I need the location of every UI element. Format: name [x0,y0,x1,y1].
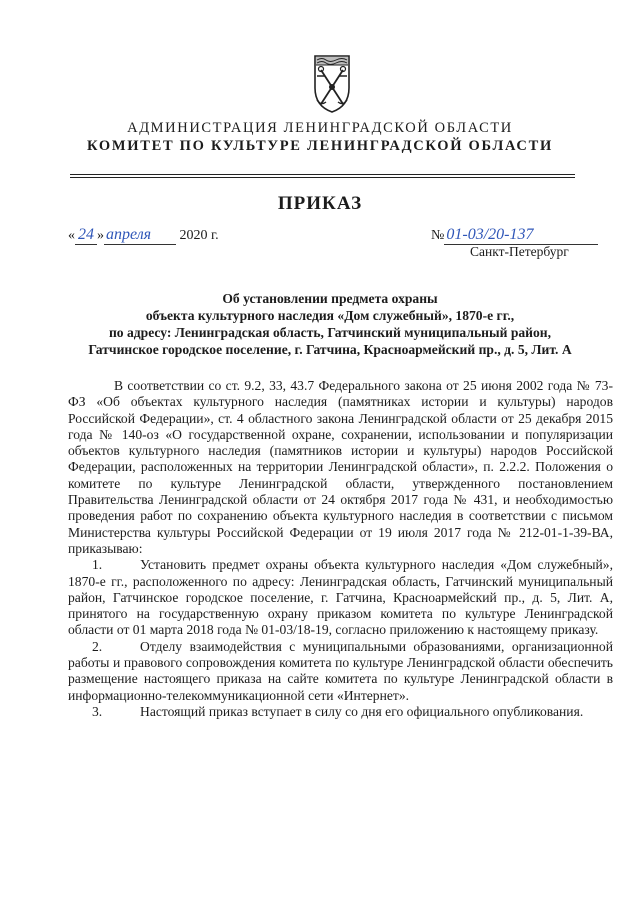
number-prefix: № [431,228,445,243]
date-year: 2020 г. [176,228,219,243]
subject-line: по адресу: Ленинградская область, Гатчинский муниципальный район, [108,325,552,340]
organization-name: АДМИНИСТРАЦИЯ ЛЕНИНГРАДСКОЙ ОБЛАСТИ [127,120,513,136]
committee-name: КОМИТЕТ ПО КУЛЬТУРЕ ЛЕНИНГРАДСКОЙ ОБЛАСТИ [87,138,553,154]
number-handwritten: 01-03/20-137 [444,226,598,245]
order-item [68,557,613,638]
subject-line: Об установлении предмета охраны [222,291,438,306]
item-number: 3. [92,703,103,719]
document-date [68,226,219,245]
date-quote-open: « [68,228,75,243]
document-number [431,226,598,245]
subject-line: объекта культурного наследия «Дом служебный», 1870-е гг., [145,308,515,323]
item-text: Отделу взаимодействия с муниципальными образованиями, организационной работы и правового сопровождения комитета по культуре Ленинградской области обеспечить размещение настоящего приказа на сайте комитета по культуре Ленинградской области в информационно-телекоммуникационной сети «Интернет». [68,638,613,703]
order-item [68,704,613,720]
document-type-title: ПРИКАЗ [277,193,363,214]
item-text: Настоящий приказ вступает в силу со дня его официального опубликования. [140,703,584,719]
header-divider-top [70,174,575,175]
date-month-handwritten: апреля [104,226,176,245]
document-subject [50,290,610,358]
coat-of-arms-emblem [312,54,352,114]
item-number: 1. [92,557,103,573]
document-place: Санкт-Петербург [470,244,569,259]
preamble-paragraph: В соответствии со ст. 9.2, 33, 43.7 Федерального закона от 25 июня 2002 года № 73-ФЗ «Об объектах культурного наследия (памятниках истории и культуры) народов Российской Федерации», ст. 4 областного закона Ленинградской области от 25 декабря 2015 года № 140-оз «О государственной охране, сохранении, использовании и популяризации объектов культурного наследия (памятников истории и культуры) народов Российской Федерации, расположенных на территории Ленинградской области», п. 2.2.2. Положения о комитете по культуре Ленинградской области, утвержденного постановлением Правительства Ленинградской области от 24 октября 2017 года № 431, и необходимостью проведения работ по сохранению объекта культурного наследия в соответствии с письмом Министерства культуры Российской Федерации от 19 июля 2017 года № 212-01-1-39-ВА, приказываю: [68,378,613,556]
item-number: 2. [92,638,103,654]
order-item [68,639,613,704]
item-text: Установить предмет охраны объекта культурного наследия «Дом служебный», 1870-е гг., расположенного по адресу: Ленинградская область, Гатчинский муниципальный район, Гатчинское городское поселение, г. Гатчина, Красноармейский пр., д. 5, Лит. А, принятого на государственную охрану приказом комитета по культуре Ленинградской области от 01 марта 2018 года № 01-03/18-19, согласно приложению к настоящему приказу. [68,557,613,638]
document-body [68,378,613,720]
header-divider-bottom [70,177,575,178]
date-quote-close: » [97,228,104,243]
date-day-handwritten: 24 [75,226,97,245]
subject-line: Гатчинское городское поселение, г. Гатчина, Красноармейский пр., д. 5, Лит. А [88,342,572,357]
